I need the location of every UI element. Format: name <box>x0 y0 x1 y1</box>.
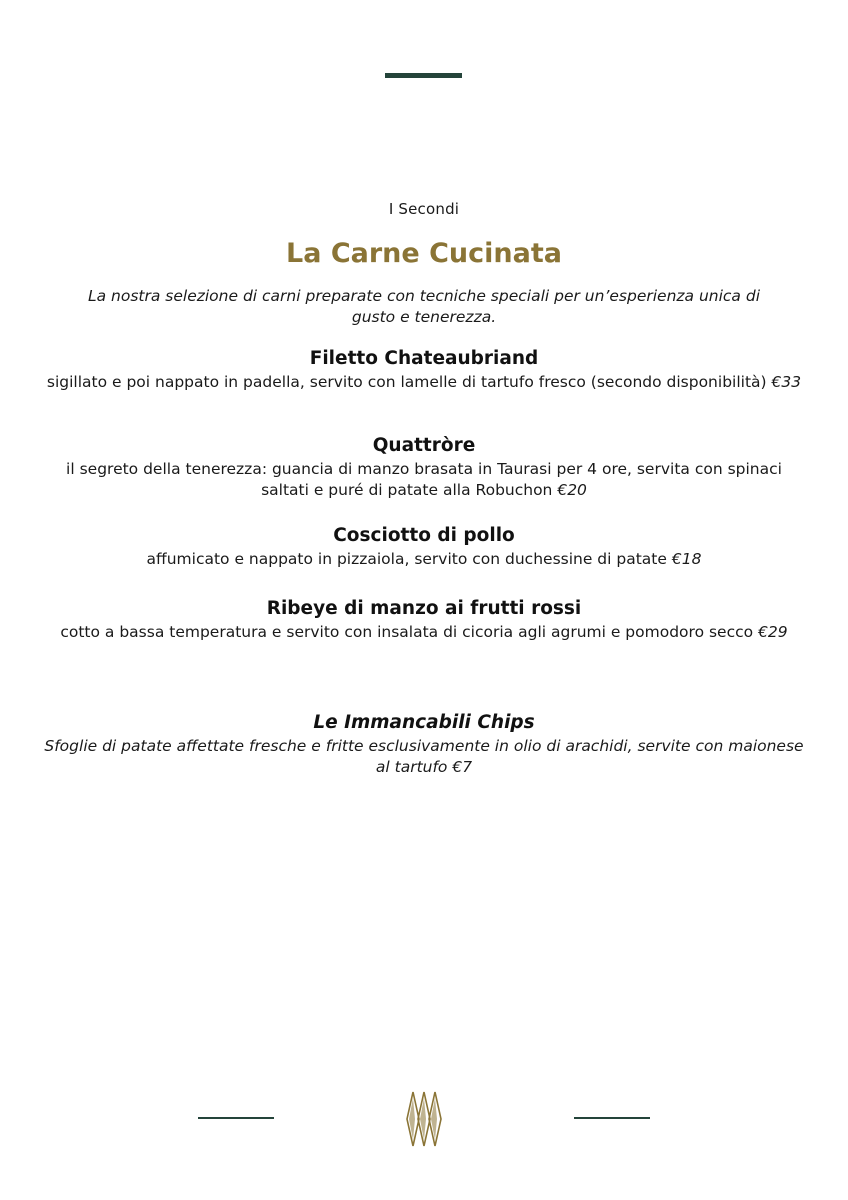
footer-rule-right <box>574 1117 650 1119</box>
dish-description <box>44 459 804 501</box>
dish-price: €29 <box>758 623 788 641</box>
dish-description-text: sigillato e poi nappato in padella, servito con lamelle di tartufo fresco (secondo disponibilità) <box>46 373 767 391</box>
dish-description-text: cotto a bassa temperatura e servito con insalata di cicoria agli agrumi e pomodoro secco <box>60 623 754 641</box>
section-title: La Carne Cucinata <box>286 238 562 269</box>
footer-rule-left <box>198 1117 274 1119</box>
dish-name: Le Immancabili Chips <box>313 712 535 733</box>
dish-description-text: affumicato e nappato in pizzaiola, servito con duchessine di patate <box>146 550 667 568</box>
dish-description-text: il segreto della tenerezza: guancia di manzo brasata in Taurasi per 4 ore, servita con spinaci saltati e puré di patate alla Robuchon <box>66 460 782 499</box>
dish-item <box>44 524 804 570</box>
dish-item <box>44 711 804 778</box>
diamond-monogram-logo-icon <box>404 1090 444 1148</box>
dish-item <box>44 597 804 643</box>
dish-description <box>44 372 804 393</box>
dish-price: €18 <box>671 550 702 568</box>
dish-description <box>44 549 804 570</box>
dish-price: €33 <box>771 373 802 391</box>
dish-price: €7 <box>452 758 473 776</box>
dish-name: Ribeye di manzo ai frutti rossi <box>266 598 582 619</box>
top-divider <box>385 73 462 78</box>
dish-item <box>44 434 804 501</box>
dish-name: Cosciotto di pollo <box>333 525 515 546</box>
dish-name: Filetto Chateaubriand <box>309 348 539 369</box>
dish-name: Quattròre <box>372 435 476 456</box>
section-kicker: I Secondi <box>388 200 460 218</box>
dish-description <box>44 622 804 643</box>
dish-price: €20 <box>557 481 587 499</box>
dish-description-text: Sfoglie di patate affettate fresche e fritte esclusivamente in olio di arachidi, servite con maionese al tartufo <box>44 737 804 776</box>
dish-description <box>44 736 804 778</box>
dish-item <box>44 347 804 393</box>
section-intro: La nostra selezione di carni preparate con tecniche speciali per un’esperienza unica di gusto e tenerezza. <box>87 287 761 326</box>
